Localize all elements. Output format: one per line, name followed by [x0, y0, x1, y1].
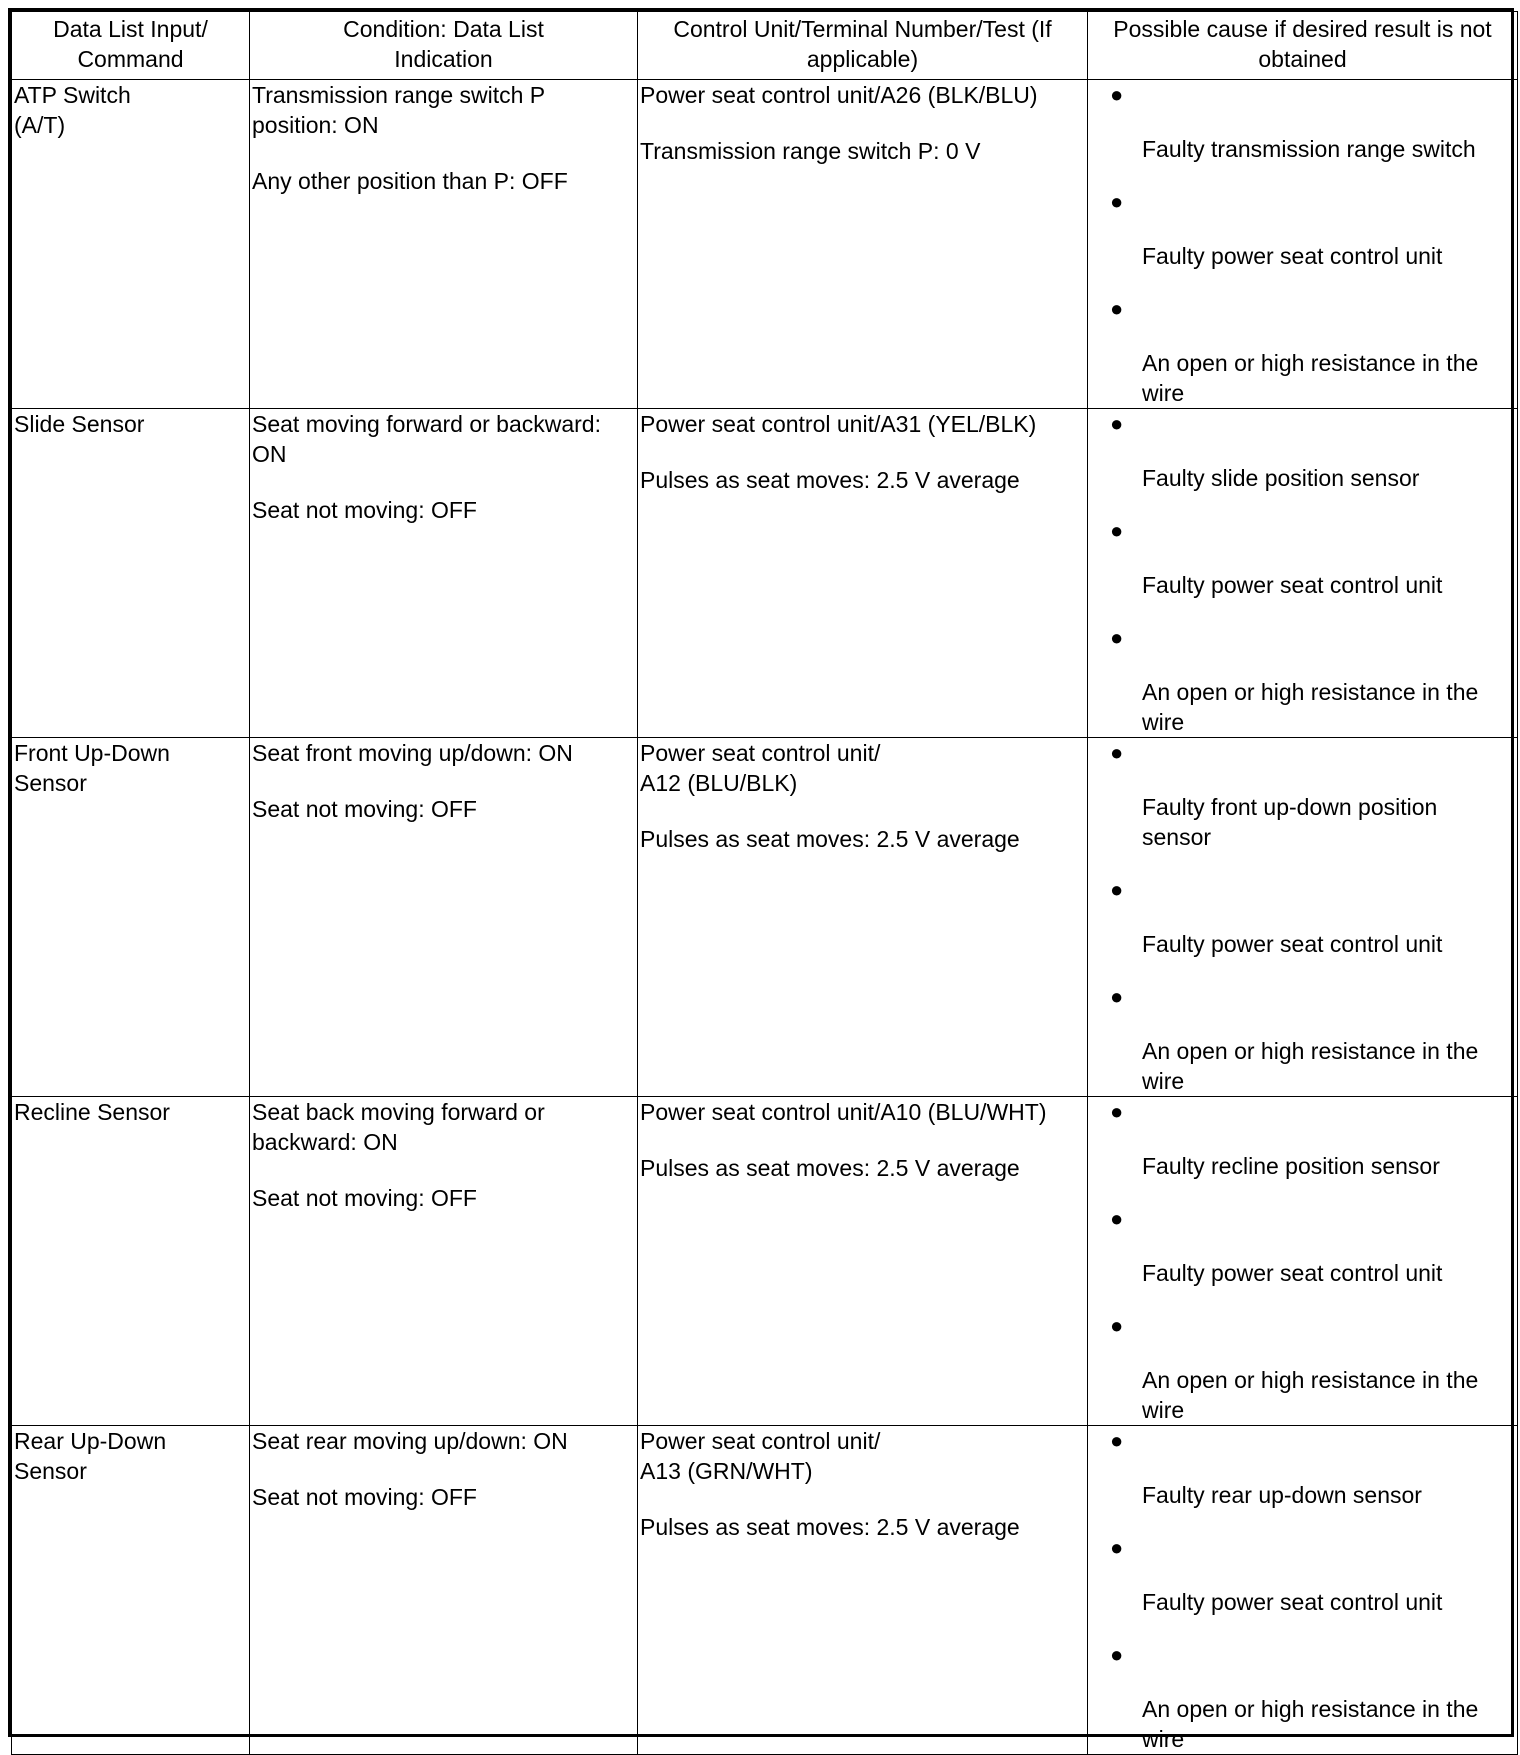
cause-item	[1090, 1204, 1515, 1288]
cell-control-unit	[638, 409, 1088, 738]
cause-item	[1090, 1640, 1515, 1754]
cause-item	[1090, 187, 1515, 271]
header-condition: Condition: Data List Indication	[250, 12, 638, 80]
table-row	[12, 1097, 1518, 1426]
control-unit-text: Pulses as seat moves: 2.5 V average	[640, 467, 1020, 493]
cause-item	[1090, 1426, 1515, 1510]
table-row	[12, 738, 1518, 1097]
cause-text: An open or high resistance in the wire	[1142, 679, 1479, 735]
condition-text: Seat not moving: OFF	[252, 796, 477, 822]
cause-list	[1090, 409, 1515, 737]
cause-item	[1090, 1097, 1515, 1181]
cause-text: Faulty slide position sensor	[1142, 465, 1420, 491]
condition-text: Seat not moving: OFF	[252, 1185, 477, 1211]
cause-item	[1090, 1533, 1515, 1617]
cell-control-unit	[638, 738, 1088, 1097]
control-unit-text: Pulses as seat moves: 2.5 V average	[640, 826, 1020, 852]
cause-text: Faulty power seat control unit	[1142, 1589, 1443, 1615]
cell-possible-cause	[1088, 1426, 1518, 1755]
cell-control-unit	[638, 1097, 1088, 1426]
condition-text: Seat front moving up/down: ON	[252, 740, 573, 766]
cause-item	[1090, 294, 1515, 408]
header-possible-cause: Possible cause if desired result is not obtained	[1088, 12, 1518, 80]
condition-text: Transmission range switch P position: ON	[252, 82, 546, 138]
command-text: ATP Switch (A/T)	[14, 82, 131, 138]
bullet-icon: ●	[1110, 625, 1124, 650]
cause-text: An open or high resistance in the wire	[1142, 1696, 1479, 1752]
condition-text: Seat back moving forward or backward: ON	[252, 1099, 545, 1155]
cell-command	[12, 1426, 250, 1755]
cell-possible-cause	[1088, 80, 1518, 409]
command-text: Slide Sensor	[14, 411, 145, 437]
bullet-icon: ●	[1110, 82, 1124, 107]
cell-command	[12, 738, 250, 1097]
control-unit-text: Power seat control unit/A26 (BLK/BLU)	[640, 82, 1038, 108]
cause-list	[1090, 80, 1515, 408]
cell-possible-cause	[1088, 1097, 1518, 1426]
cell-command	[12, 1097, 250, 1426]
cause-item	[1090, 982, 1515, 1096]
cause-text: An open or high resistance in the wire	[1142, 350, 1479, 406]
bullet-icon: ●	[1110, 518, 1124, 543]
table-row	[12, 80, 1518, 409]
cause-list	[1090, 1097, 1515, 1425]
bullet-icon: ●	[1110, 189, 1124, 214]
cause-list	[1090, 738, 1515, 1096]
cause-item	[1090, 1311, 1515, 1425]
bullet-icon: ●	[1110, 877, 1124, 902]
bullet-icon: ●	[1110, 296, 1124, 321]
diagnostic-table-sheet	[8, 8, 1514, 1752]
cause-list	[1090, 1426, 1515, 1754]
command-text: Front Up-Down Sensor	[14, 740, 170, 796]
control-unit-text: Power seat control unit/ A12 (BLU/BLK)	[640, 740, 881, 796]
bullet-icon: ●	[1110, 1535, 1124, 1560]
condition-text: Seat not moving: OFF	[252, 1484, 477, 1510]
control-unit-text: Pulses as seat moves: 2.5 V average	[640, 1514, 1020, 1540]
condition-text: Any other position than P: OFF	[252, 168, 568, 194]
command-text: Recline Sensor	[14, 1099, 170, 1125]
cause-item	[1090, 875, 1515, 959]
cell-control-unit	[638, 1426, 1088, 1755]
cause-text: Faulty rear up-down sensor	[1142, 1482, 1422, 1508]
command-text: Rear Up-Down Sensor	[14, 1428, 167, 1484]
bullet-icon: ●	[1110, 1313, 1124, 1338]
bullet-icon: ●	[1110, 1642, 1124, 1667]
control-unit-text: Power seat control unit/ A13 (GRN/WHT)	[640, 1428, 881, 1484]
cell-possible-cause	[1088, 409, 1518, 738]
cause-text: Faulty transmission range switch	[1142, 136, 1476, 162]
cause-item	[1090, 516, 1515, 600]
bullet-icon: ●	[1110, 984, 1124, 1009]
bullet-icon: ●	[1110, 740, 1124, 765]
cell-command	[12, 80, 250, 409]
header-control-unit: Control Unit/Terminal Number/Test (If applicable)	[638, 12, 1088, 80]
table-header-row	[12, 12, 1518, 80]
bullet-icon: ●	[1110, 1428, 1124, 1453]
cell-condition	[250, 409, 638, 738]
cause-item	[1090, 80, 1515, 164]
control-unit-text: Power seat control unit/A10 (BLU/WHT)	[640, 1099, 1047, 1125]
cell-possible-cause	[1088, 738, 1518, 1097]
header-command: Data List Input/ Command	[12, 12, 250, 80]
cause-text: Faulty power seat control unit	[1142, 243, 1443, 269]
cause-item	[1090, 738, 1515, 852]
cause-text: Faulty power seat control unit	[1142, 931, 1443, 957]
data-list-table	[11, 11, 1518, 1755]
cause-text: An open or high resistance in the wire	[1142, 1038, 1479, 1094]
table-row	[12, 1426, 1518, 1755]
cell-condition	[250, 1426, 638, 1755]
cell-condition	[250, 80, 638, 409]
cause-text: Faulty front up-down position sensor	[1142, 794, 1438, 850]
cause-item	[1090, 623, 1515, 737]
cell-control-unit	[638, 80, 1088, 409]
cell-command	[12, 409, 250, 738]
control-unit-text: Transmission range switch P: 0 V	[640, 138, 981, 164]
condition-text: Seat rear moving up/down: ON	[252, 1428, 568, 1454]
cause-text: Faulty power seat control unit	[1142, 1260, 1443, 1286]
cause-item	[1090, 409, 1515, 493]
cell-condition	[250, 738, 638, 1097]
cause-text: An open or high resistance in the wire	[1142, 1367, 1479, 1423]
bullet-icon: ●	[1110, 411, 1124, 436]
table-row	[12, 409, 1518, 738]
condition-text: Seat moving forward or backward: ON	[252, 411, 601, 467]
control-unit-text: Pulses as seat moves: 2.5 V average	[640, 1155, 1020, 1181]
bullet-icon: ●	[1110, 1206, 1124, 1231]
cause-text: Faulty power seat control unit	[1142, 572, 1443, 598]
cause-text: Faulty recline position sensor	[1142, 1153, 1440, 1179]
cell-condition	[250, 1097, 638, 1426]
condition-text: Seat not moving: OFF	[252, 497, 477, 523]
bullet-icon: ●	[1110, 1099, 1124, 1124]
control-unit-text: Power seat control unit/A31 (YEL/BLK)	[640, 411, 1037, 437]
